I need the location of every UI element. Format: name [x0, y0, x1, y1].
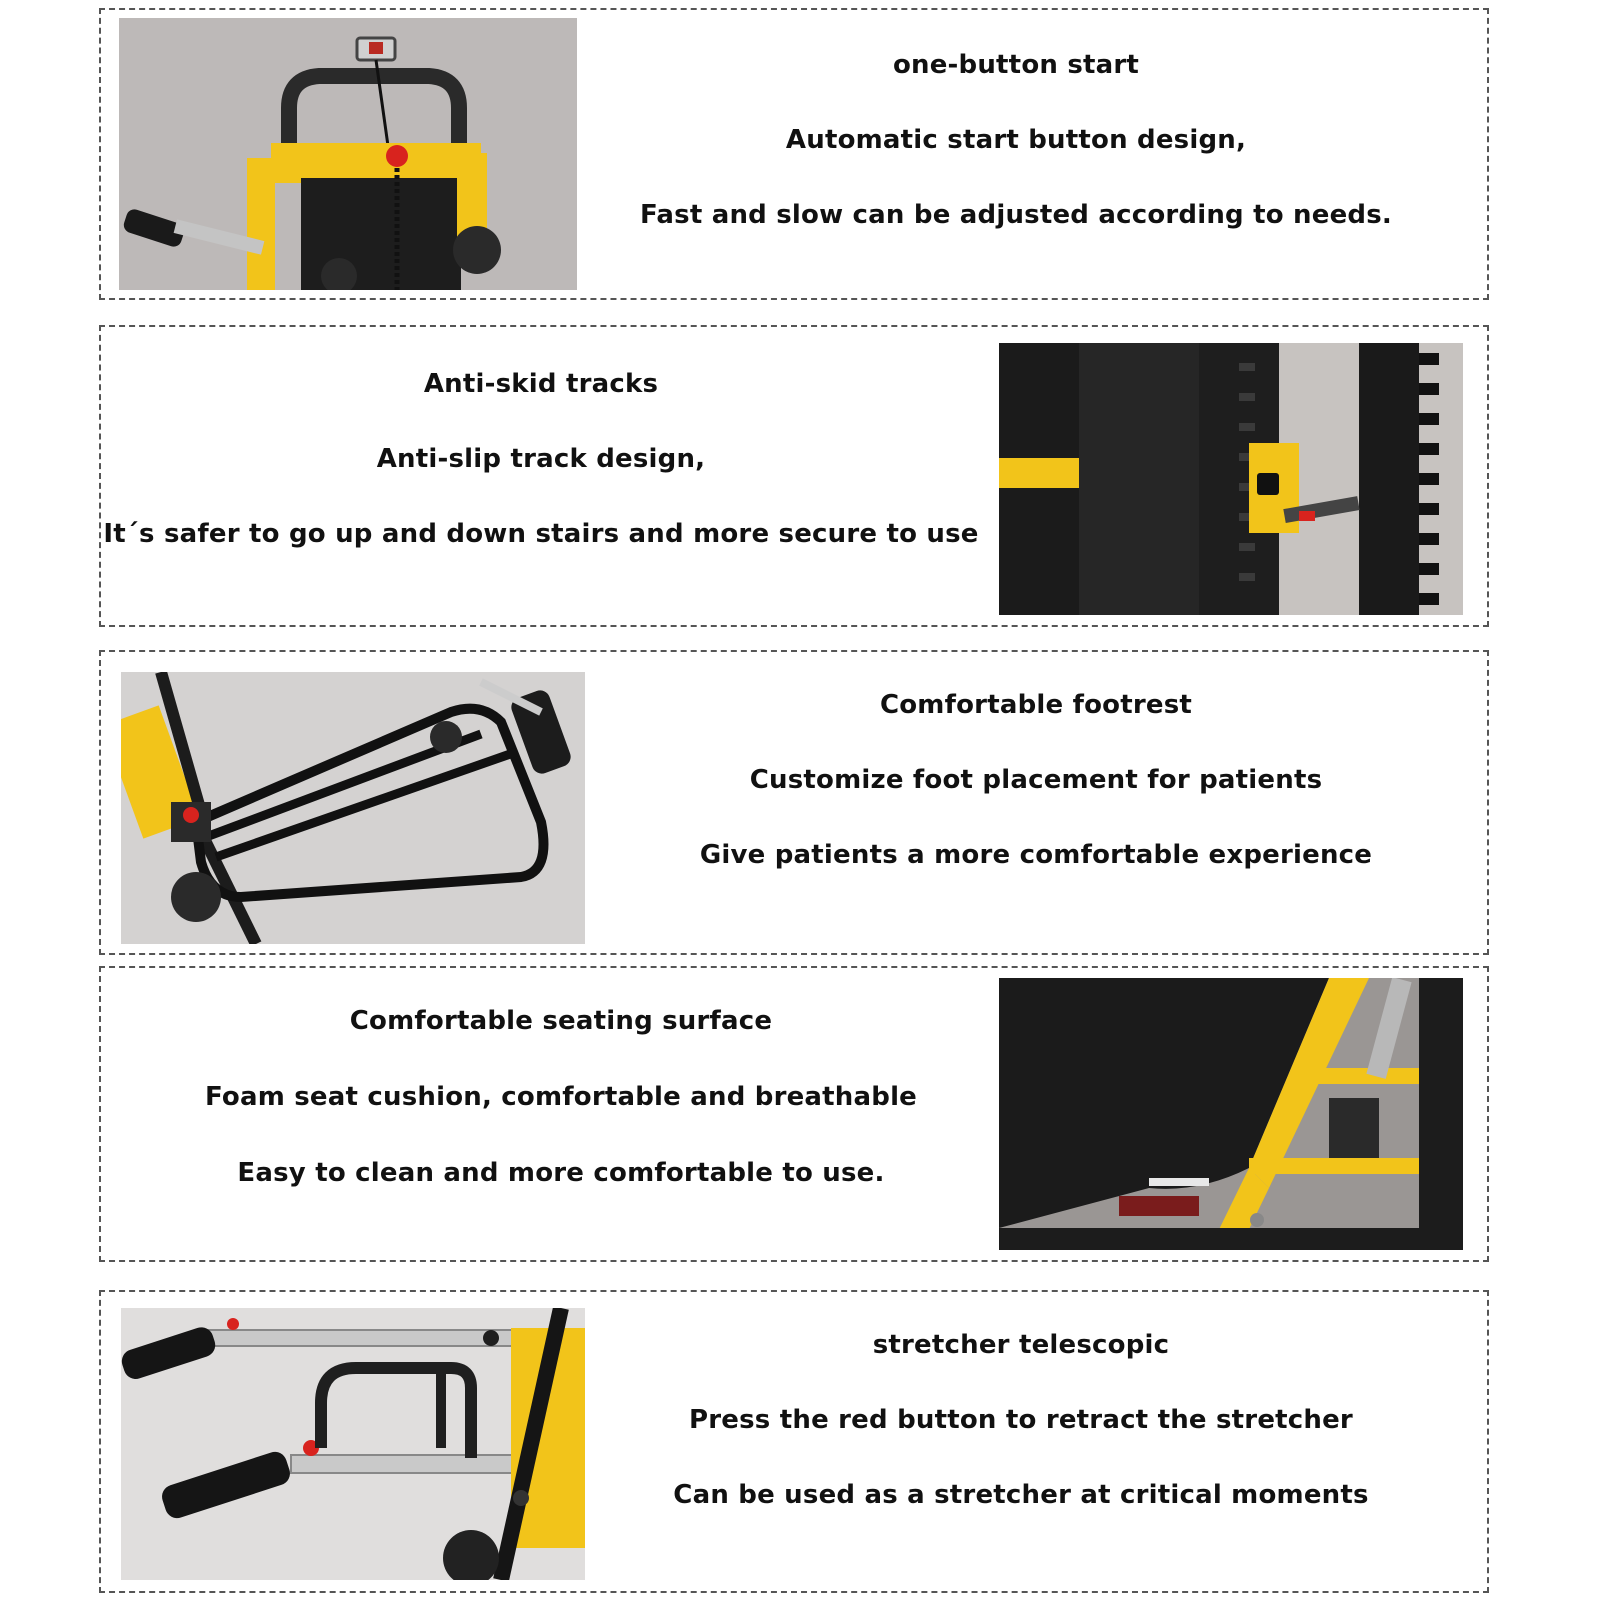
feature-title: Comfortable footrest — [879, 690, 1193, 720]
feature-line: Can be used as a stretcher at critical moments — [673, 1480, 1369, 1510]
feature-title: Comfortable seating surface — [349, 1006, 773, 1036]
track-photo — [999, 343, 1463, 615]
feature-line: Customize foot placement for patients — [749, 765, 1323, 795]
feature-panel-anti-skid-tracks — [99, 325, 1489, 627]
feature-text-anti-skid-tracks — [103, 369, 979, 549]
feature-text-stretcher-telescopic — [621, 1330, 1421, 1510]
feature-text-comfortable-seating — [111, 1006, 1011, 1188]
feature-title: Anti-skid tracks — [423, 369, 659, 399]
feature-panel-one-button-start — [99, 8, 1489, 300]
feature-title: stretcher telescopic — [872, 1330, 1170, 1360]
feature-line: Press the red button to retract the stretcher — [689, 1405, 1353, 1435]
footrest-photo — [121, 672, 585, 944]
feature-line: Foam seat cushion, comfortable and breathable — [204, 1082, 918, 1112]
stretcher-handle-photo — [121, 1308, 585, 1580]
feature-line: Give patients a more comfortable experience — [699, 840, 1373, 870]
feature-line: It´s safer to go up and down stairs and more secure to use — [103, 519, 979, 549]
feature-panel-comfortable-footrest — [99, 650, 1489, 955]
seat-photo — [999, 978, 1463, 1250]
feature-panel-stretcher-telescopic — [99, 1290, 1489, 1593]
feature-line: Fast and slow can be adjusted according to needs. — [639, 200, 1392, 230]
feature-line: Anti-slip track design, — [376, 444, 706, 474]
handle-start-button-photo — [119, 18, 577, 290]
feature-line: Automatic start button design, — [785, 125, 1247, 155]
feature-line: Easy to clean and more comfortable to use. — [237, 1158, 885, 1188]
feature-text-comfortable-footrest — [621, 690, 1451, 870]
feature-title: one-button start — [892, 50, 1140, 80]
feature-panel-comfortable-seating — [99, 966, 1489, 1262]
feature-text-one-button-start — [601, 50, 1431, 230]
